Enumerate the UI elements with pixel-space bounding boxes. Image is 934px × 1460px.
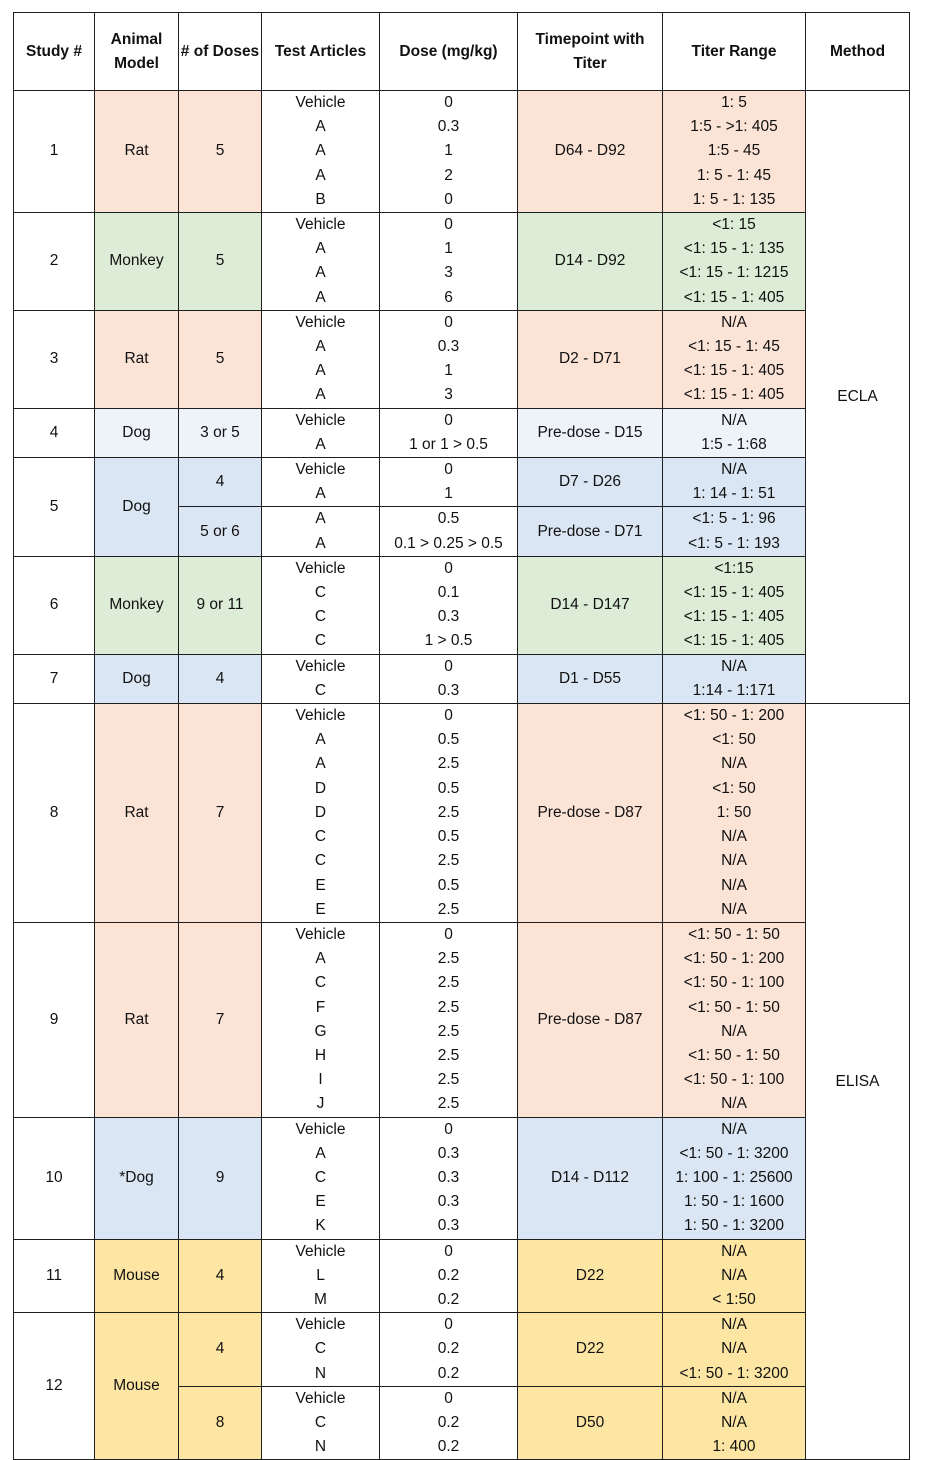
titer-range-cell-value: N/A	[721, 876, 747, 894]
test-articles-cell-value: C	[314, 1413, 327, 1431]
test-articles-cell-value: A	[315, 755, 326, 773]
titer-range-cell-value: <1: 50 - 1: 200	[683, 707, 785, 725]
study-number-cell: 1	[14, 91, 95, 213]
titer-range-cell-value: N/A	[721, 657, 747, 675]
dose-values-cell-value: 0.5	[437, 876, 460, 894]
test-articles-cell-value: A	[315, 338, 326, 356]
titer-range-cell-value: <1: 50 - 1: 3200	[679, 1364, 789, 1382]
titer-range-cell-value: 1:5 - 45	[707, 142, 761, 160]
titer-range-cell	[663, 507, 806, 556]
titer-range-cell-value: N/A	[721, 1340, 747, 1358]
test-articles-cell	[262, 458, 380, 507]
dose-values-cell	[380, 310, 518, 408]
test-articles-cell-value: Vehicle	[295, 94, 346, 111]
test-articles-cell	[262, 1386, 380, 1460]
titer-range-cell-value: N/A	[721, 1389, 747, 1407]
titer-range-cell-value: N/A	[721, 1242, 747, 1260]
timepoint-cell: D14 - D92	[518, 213, 663, 311]
titer-range-cell-value: N/A	[721, 828, 747, 846]
table-row	[14, 310, 910, 408]
doses-cell: 3 or 5	[179, 408, 262, 457]
dose-values-cell-value: 1	[444, 485, 453, 503]
doses-cell: 4	[179, 458, 262, 507]
animal-model-cell: Dog	[95, 408, 179, 457]
dose-values-cell-value: 0.5	[437, 510, 460, 528]
test-articles-cell-value: Vehicle	[295, 411, 346, 429]
titer-range-cell-value: <1: 5 - 1: 96	[692, 510, 776, 528]
titer-range-cell	[663, 922, 806, 1117]
dose-values-cell-value: 2.5	[437, 950, 460, 968]
test-articles-cell-value: C	[314, 608, 327, 626]
test-articles-cell-value: A	[315, 510, 326, 528]
titer-range-cell-value: <1: 15 - 1: 1215	[679, 264, 789, 282]
titer-range-cell-value: N/A	[721, 1413, 747, 1431]
doses-cell: 7	[179, 704, 262, 923]
titer-range-cell-value: N/A	[721, 461, 747, 479]
table-row	[14, 1117, 910, 1239]
titer-range-cell-value: 1: 50	[716, 803, 752, 821]
titer-range-cell-value: < 1:50	[712, 1290, 756, 1308]
doses-cell: 4	[179, 1313, 262, 1387]
dose-values-cell-value: 3	[444, 264, 453, 282]
header-titer-range: Titer Range	[663, 13, 806, 91]
titer-range-cell	[663, 654, 806, 703]
animal-model-cell: Monkey	[95, 213, 179, 311]
table-row	[14, 213, 910, 311]
titer-range-cell	[663, 1386, 806, 1460]
titer-range-cell-value: <1: 50 - 1: 200	[683, 950, 785, 968]
timepoint-cell: Pre-dose - D15	[518, 408, 663, 457]
test-articles-cell-value: D	[314, 803, 327, 821]
test-articles-cell-value: N	[314, 1438, 327, 1456]
doses-cell: 4	[179, 1239, 262, 1313]
doses-cell: 5	[179, 213, 262, 311]
titer-range-cell-value: <1: 15 - 1: 45	[688, 338, 780, 356]
test-articles-cell-value: C	[314, 632, 327, 650]
titer-range-cell-value: <1: 15 - 1: 405	[683, 584, 785, 602]
header-test-articles: Test Articles	[262, 13, 380, 91]
timepoint-cell: D14 - D147	[518, 556, 663, 654]
titer-range-cell	[663, 458, 806, 507]
dose-values-cell-value: 0	[444, 411, 453, 429]
test-articles-cell-value: A	[315, 166, 326, 184]
timepoint-cell: D64 - D92	[518, 91, 663, 213]
header-timepoint: Timepoint with Titer	[518, 13, 663, 91]
test-articles-cell-value: A	[315, 534, 326, 552]
dose-values-cell-value: 2.5	[437, 1071, 460, 1089]
dose-values-cell	[380, 1239, 518, 1313]
test-articles-cell-value: Vehicle	[295, 559, 346, 577]
doses-cell: 9	[179, 1117, 262, 1239]
titer-range-cell-value: <1: 50 - 1: 100	[683, 974, 785, 992]
test-articles-cell-value: Vehicle	[295, 1389, 346, 1407]
dose-values-cell-value: 0	[444, 1120, 453, 1138]
titer-range-cell	[663, 408, 806, 457]
animal-model-cell: Rat	[95, 310, 179, 408]
timepoint-cell: D22	[518, 1239, 663, 1313]
test-articles-cell	[262, 922, 380, 1117]
test-articles-cell	[262, 556, 380, 654]
header-row	[14, 13, 910, 91]
titer-range-cell-value: <1: 15 - 1: 405	[683, 386, 785, 404]
test-articles-cell-value: F	[315, 998, 326, 1016]
dose-values-cell-value: 0.2	[437, 1438, 460, 1456]
test-articles-cell-value: I	[318, 1071, 323, 1089]
test-articles-cell-value: E	[315, 876, 326, 894]
titer-range-cell-value: 1: 100 - 1: 25600	[675, 1168, 793, 1186]
test-articles-cell-value: A	[315, 288, 326, 306]
method-cell: ELISA	[806, 704, 910, 1460]
titer-range-cell-value: N/A	[721, 1095, 747, 1113]
dose-values-cell-value: 0.2	[437, 1340, 460, 1358]
test-articles-cell-value: M	[314, 1290, 327, 1308]
table-row	[14, 458, 910, 507]
titer-range-cell-value: N/A	[721, 755, 747, 773]
dose-values-cell-value: 1	[444, 240, 453, 258]
test-articles-cell	[262, 704, 380, 923]
dose-values-cell-value: 2.5	[437, 900, 460, 918]
test-articles-cell-value: A	[315, 950, 326, 968]
animal-model-cell: *Dog	[95, 1117, 179, 1239]
dose-values-cell	[380, 556, 518, 654]
titer-range-cell	[663, 1239, 806, 1313]
test-articles-cell-value: A	[315, 118, 326, 136]
test-articles-cell-value: B	[315, 190, 326, 208]
test-articles-cell-value: Vehicle	[295, 313, 346, 331]
dose-values-cell-value: 2.5	[437, 998, 460, 1016]
test-articles-cell	[262, 91, 380, 213]
dose-values-cell-value: 0	[444, 1389, 453, 1407]
dose-values-cell-value: 0.5	[437, 828, 460, 846]
timepoint-cell: Pre-dose - D87	[518, 704, 663, 923]
doses-cell: 8	[179, 1386, 262, 1460]
test-articles-cell-value: A	[315, 240, 326, 258]
dose-values-cell-value: 2.5	[437, 1046, 460, 1064]
titer-range-cell-value: N/A	[721, 1022, 747, 1040]
dose-values-cell-value: 0.3	[437, 1193, 460, 1211]
test-articles-cell-value: A	[315, 485, 326, 503]
dose-values-cell-value: 0.5	[437, 779, 460, 797]
titer-range-cell	[663, 310, 806, 408]
titer-range-cell-value: <1: 15 - 1: 405	[683, 288, 785, 306]
doses-cell: 5 or 6	[179, 507, 262, 556]
study-number-cell: 12	[14, 1313, 95, 1460]
test-articles-cell	[262, 310, 380, 408]
table-row	[14, 922, 910, 1117]
dose-values-cell-value: 2.5	[437, 852, 460, 870]
dose-values-cell-value: 0	[444, 1316, 453, 1334]
test-articles-cell-value: C	[314, 681, 327, 699]
test-articles-cell-value: C	[314, 584, 327, 602]
titer-range-cell-value: <1: 50 - 1: 3200	[679, 1144, 789, 1162]
test-articles-cell	[262, 213, 380, 311]
dose-values-cell-value: 0	[444, 657, 453, 675]
study-number-cell: 9	[14, 922, 95, 1117]
timepoint-cell: D14 - D112	[518, 1117, 663, 1239]
test-articles-cell-value: L	[316, 1266, 325, 1284]
study-number-cell: 10	[14, 1117, 95, 1239]
study-number-cell: 11	[14, 1239, 95, 1313]
titer-range-cell-value: N/A	[721, 411, 747, 429]
doses-cell: 5	[179, 310, 262, 408]
study-number-cell: 4	[14, 408, 95, 457]
dose-values-cell-value: 0.2	[437, 1266, 460, 1284]
dose-values-cell-value: 0.3	[437, 1144, 460, 1162]
dose-values-cell	[380, 654, 518, 703]
titer-range-cell	[663, 704, 806, 923]
titer-range-cell-value: <1: 50 - 1: 100	[683, 1071, 785, 1089]
timepoint-cell: D7 - D26	[518, 458, 663, 507]
dose-values-cell	[380, 704, 518, 923]
table-row	[14, 91, 910, 213]
dose-values-cell-value: 0	[444, 707, 453, 725]
test-articles-cell-value: C	[314, 852, 327, 870]
study-number-cell: 2	[14, 213, 95, 311]
animal-model-cell: Dog	[95, 458, 179, 557]
titer-range-cell-value: 1: 5	[721, 94, 747, 111]
titer-range-cell-value: N/A	[721, 1120, 747, 1138]
dose-values-cell	[380, 458, 518, 507]
dose-values-cell-value: 0	[444, 313, 453, 331]
study-number-cell: 3	[14, 310, 95, 408]
titer-range-cell	[663, 213, 806, 311]
dose-values-cell-value: 0.3	[437, 681, 460, 699]
titer-range-cell-value: <1: 15	[712, 216, 756, 234]
titer-range-cell-value: 1: 14 - 1: 51	[692, 485, 776, 503]
dose-values-cell-value: 0.1 > 0.25 > 0.5	[394, 534, 503, 552]
dose-values-cell-value: 3	[444, 386, 453, 404]
dose-values-cell-value: 0	[444, 461, 453, 479]
test-articles-cell-value: Vehicle	[295, 1242, 346, 1260]
timepoint-cell: D1 - D55	[518, 654, 663, 703]
titer-range-cell-value: <1: 15 - 1: 405	[683, 362, 785, 380]
titer-range-cell-value: <1: 50	[712, 731, 756, 749]
test-articles-cell	[262, 408, 380, 457]
titer-range-cell-value: <1: 15 - 1: 405	[683, 632, 785, 650]
test-articles-cell-value: Vehicle	[295, 1316, 346, 1334]
test-articles-cell-value: Vehicle	[295, 707, 346, 725]
timepoint-cell: D50	[518, 1386, 663, 1460]
titer-range-cell-value: 1:5 - 1:68	[701, 435, 767, 453]
titer-range-cell-value: <1: 15 - 1: 405	[683, 608, 785, 626]
dose-values-cell-value: 0.3	[437, 1168, 460, 1186]
dose-values-cell-value: 0	[444, 216, 453, 234]
animal-model-cell: Monkey	[95, 556, 179, 654]
dose-values-cell-value: 0	[444, 925, 453, 943]
dose-values-cell-value: 2.5	[437, 1095, 460, 1113]
timepoint-cell: Pre-dose - D87	[518, 922, 663, 1117]
test-articles-cell-value: Vehicle	[295, 657, 346, 675]
dose-values-cell	[380, 213, 518, 311]
dose-values-cell-value: 0	[444, 94, 453, 111]
titer-range-cell-value: 1: 5 - 1: 135	[692, 190, 776, 208]
titer-range-cell-value: N/A	[721, 900, 747, 918]
dose-values-cell-value: 2.5	[437, 974, 460, 992]
method-cell: ECLA	[806, 91, 910, 704]
timepoint-cell: D2 - D71	[518, 310, 663, 408]
dose-values-cell-value: 2.5	[437, 803, 460, 821]
study-number-cell: 6	[14, 556, 95, 654]
titer-range-cell-value: <1:15	[714, 559, 754, 577]
dose-values-cell-value: 0.2	[437, 1290, 460, 1308]
dose-values-cell	[380, 91, 518, 213]
titer-range-cell-value: 1: 50 - 1: 1600	[684, 1193, 784, 1211]
table-row	[14, 1239, 910, 1313]
table-row	[14, 1313, 910, 1387]
titer-range-cell	[663, 556, 806, 654]
titer-range-cell-value: <1: 50 - 1: 50	[688, 998, 780, 1016]
immunogenicity-table	[13, 12, 910, 1460]
dose-values-cell-value: 0	[444, 1242, 453, 1260]
study-number-cell: 5	[14, 458, 95, 557]
titer-range-cell-value: 1: 400	[712, 1438, 756, 1456]
dose-values-cell	[380, 1313, 518, 1387]
test-articles-cell-value: A	[315, 362, 326, 380]
test-articles-cell-value: Vehicle	[295, 925, 346, 943]
titer-range-cell	[663, 1117, 806, 1239]
test-articles-cell	[262, 1313, 380, 1387]
dose-values-cell	[380, 922, 518, 1117]
timepoint-cell: Pre-dose - D71	[518, 507, 663, 556]
header-method: Method	[806, 13, 910, 91]
test-articles-cell-value: K	[315, 1217, 326, 1235]
dose-values-cell-value: 2.5	[437, 1022, 460, 1040]
titer-range-cell-value: N/A	[721, 1316, 747, 1334]
dose-values-cell-value: 1	[444, 362, 453, 380]
titer-range-cell-value: 1: 5 - 1: 45	[696, 166, 772, 184]
dose-values-cell-value: 0	[444, 190, 453, 208]
header-dose-mgkg: Dose (mg/kg)	[380, 13, 518, 91]
dose-values-cell-value: 0	[444, 559, 453, 577]
titer-range-cell	[663, 91, 806, 213]
test-articles-cell-value: A	[315, 386, 326, 404]
titer-range-cell-value: N/A	[721, 313, 747, 331]
animal-model-cell: Rat	[95, 91, 179, 213]
table-row	[14, 704, 910, 923]
table-row	[14, 408, 910, 457]
dose-values-cell-value: 0.3	[437, 118, 460, 136]
test-articles-cell-value: H	[314, 1046, 327, 1064]
dose-values-cell-value: 2	[444, 166, 453, 184]
animal-model-cell: Rat	[95, 704, 179, 923]
test-articles-cell-value: C	[314, 974, 327, 992]
test-articles-cell	[262, 1117, 380, 1239]
dose-values-cell	[380, 507, 518, 556]
test-articles-cell-value: A	[315, 264, 326, 282]
animal-model-cell: Rat	[95, 922, 179, 1117]
titer-range-cell-value: N/A	[721, 852, 747, 870]
dose-values-cell-value: 0.2	[437, 1413, 460, 1431]
titer-range-cell-value: <1: 15 - 1: 135	[683, 240, 785, 258]
dose-values-cell-value: 0.3	[437, 1217, 460, 1235]
table-row	[14, 654, 910, 703]
test-articles-cell	[262, 654, 380, 703]
dose-values-cell-value: 0.2	[437, 1364, 460, 1382]
study-number-cell: 8	[14, 704, 95, 923]
titer-range-cell-value: 1:14 - 1:171	[692, 681, 776, 699]
dose-values-cell-value: 0.1	[437, 584, 460, 602]
dose-values-cell	[380, 408, 518, 457]
test-articles-cell-value: A	[315, 1144, 326, 1162]
animal-model-cell: Mouse	[95, 1239, 179, 1313]
dose-values-cell-value: 1	[444, 142, 453, 160]
dose-values-cell	[380, 1117, 518, 1239]
titer-range-cell-value: N/A	[721, 1266, 747, 1284]
test-articles-cell-value: D	[314, 779, 327, 797]
test-articles-cell-value: C	[314, 1168, 327, 1186]
test-articles-cell-value: Vehicle	[295, 461, 346, 479]
titer-range-cell-value: <1: 50	[712, 779, 756, 797]
test-articles-cell-value: C	[314, 1340, 327, 1358]
titer-range-cell-value: <1: 50 - 1: 50	[688, 925, 780, 943]
test-articles-cell-value: G	[314, 1022, 327, 1040]
dose-values-cell-value: 6	[444, 288, 453, 306]
test-articles-cell-value: E	[315, 1193, 326, 1211]
titer-range-cell-value: 1: 50 - 1: 3200	[684, 1217, 784, 1235]
dose-values-cell	[380, 1386, 518, 1460]
test-articles-cell-value: Vehicle	[295, 1120, 346, 1138]
dose-values-cell-value: 0.3	[437, 338, 460, 356]
table-row	[14, 556, 910, 654]
test-articles-cell-value: A	[315, 731, 326, 749]
timepoint-cell: D22	[518, 1313, 663, 1387]
dose-values-cell-value: 1 > 0.5	[424, 632, 473, 650]
doses-cell: 4	[179, 654, 262, 703]
titer-range-cell-value: <1: 5 - 1: 193	[688, 534, 780, 552]
test-articles-cell-value: Vehicle	[295, 216, 346, 234]
test-articles-cell-value: J	[316, 1095, 325, 1113]
study-number-cell: 7	[14, 654, 95, 703]
doses-cell: 5	[179, 91, 262, 213]
animal-model-cell: Mouse	[95, 1313, 179, 1460]
header-study: Study #	[14, 13, 95, 91]
animal-model-cell: Dog	[95, 654, 179, 703]
header-doses: # of Doses	[179, 13, 262, 91]
test-articles-cell	[262, 507, 380, 556]
dose-values-cell-value: 0.3	[437, 608, 460, 626]
table-header	[14, 13, 910, 91]
doses-cell: 7	[179, 922, 262, 1117]
table-body	[14, 91, 910, 1460]
test-articles-cell	[262, 1239, 380, 1313]
test-articles-cell-value: N	[314, 1364, 327, 1382]
titer-range-cell-value: <1: 50 - 1: 50	[688, 1046, 780, 1064]
doses-cell: 9 or 11	[179, 556, 262, 654]
titer-range-cell-value: 1:5 - >1: 405	[690, 118, 778, 136]
header-animal-model: Animal Model	[95, 13, 179, 91]
test-articles-cell-value: C	[314, 828, 327, 846]
test-articles-cell-value: A	[315, 142, 326, 160]
test-articles-cell-value: A	[315, 435, 326, 453]
dose-values-cell-value: 0.5	[437, 731, 460, 749]
dose-values-cell-value: 1 or 1 > 0.5	[409, 435, 488, 453]
test-articles-cell-value: E	[315, 900, 326, 918]
titer-range-cell	[663, 1313, 806, 1387]
dose-values-cell-value: 2.5	[437, 755, 460, 773]
